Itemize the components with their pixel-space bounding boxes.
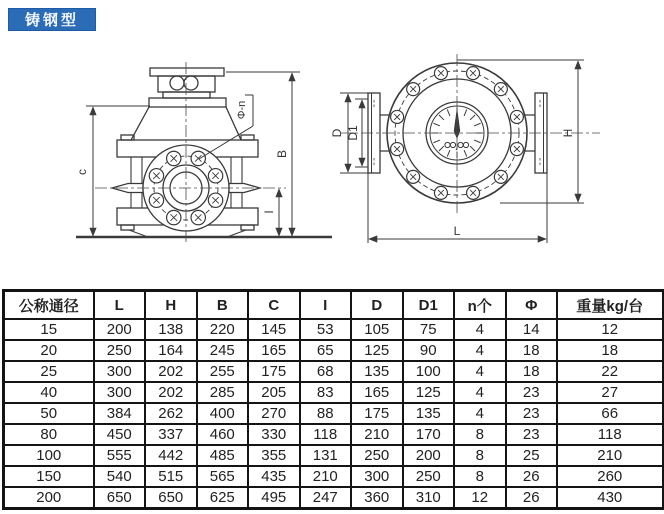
table-cell: 8 (454, 445, 506, 466)
table-cell: 210 (300, 466, 352, 487)
table-cell: 12 (557, 319, 663, 340)
type-badge-label: 铸钢型 (24, 12, 79, 29)
table-cell: 4 (454, 319, 506, 340)
dim-label-b: B (275, 149, 289, 159)
table-cell: 90 (403, 340, 455, 361)
table-cell: 8 (454, 424, 506, 445)
table-row (4, 403, 664, 424)
table-cell: 435 (248, 466, 300, 487)
table-cell: 285 (197, 382, 249, 403)
table-row (4, 340, 664, 361)
dim-label-c: c (75, 169, 89, 175)
column-header: C (248, 291, 300, 320)
table-cell: 247 (300, 487, 352, 509)
table-cell: 131 (300, 445, 352, 466)
table-cell: 460 (197, 424, 249, 445)
table-cell: 26 (506, 466, 558, 487)
column-header: D1 (403, 291, 455, 320)
front-view (76, 68, 332, 237)
table-cell: 255 (197, 361, 249, 382)
dim-label-d1: D1 (346, 125, 360, 141)
table-row (4, 487, 664, 509)
table-cell: 4 (454, 403, 506, 424)
table-cell: 360 (351, 487, 403, 509)
table-cell: 20 (4, 340, 94, 361)
table-row (4, 361, 664, 382)
table-cell: 125 (403, 382, 455, 403)
table-cell: 145 (248, 319, 300, 340)
table-cell: 540 (94, 466, 146, 487)
dim-label-i: I (262, 210, 276, 214)
table-cell: 100 (4, 445, 94, 466)
table-cell: 40 (4, 382, 94, 403)
column-header: D (351, 291, 403, 320)
table-cell: 138 (145, 319, 197, 340)
table-cell: 262 (145, 403, 197, 424)
table-cell: 650 (145, 487, 197, 509)
table-cell: 400 (197, 403, 249, 424)
table-cell: 14 (506, 319, 558, 340)
table-cell: 105 (351, 319, 403, 340)
column-header: Φ (506, 291, 558, 320)
table-cell: 384 (94, 403, 146, 424)
technical-drawing (0, 36, 664, 252)
table-row (4, 319, 664, 340)
table-cell: 210 (557, 445, 663, 466)
column-header: 公称通径 (4, 291, 94, 320)
dim-label-h: H (561, 128, 575, 138)
column-header: I (300, 291, 352, 320)
table-cell: 200 (403, 445, 455, 466)
table-cell: 53 (300, 319, 352, 340)
table-cell: 26 (506, 487, 558, 509)
table-cell: 300 (94, 382, 146, 403)
table-cell: 27 (557, 382, 663, 403)
table-cell: 100 (403, 361, 455, 382)
table-cell: 485 (197, 445, 249, 466)
table-cell: 23 (506, 424, 558, 445)
dim-label-d: D (330, 128, 344, 138)
front-top-cap (150, 68, 224, 76)
table-cell: 170 (403, 424, 455, 445)
table-cell: 250 (94, 340, 146, 361)
table-cell: 205 (248, 382, 300, 403)
table-cell: 310 (403, 487, 455, 509)
table-cell: 495 (248, 487, 300, 509)
table-cell: 12 (454, 487, 506, 509)
table-cell: 4 (454, 382, 506, 403)
table-cell: 555 (94, 445, 146, 466)
table-cell: 18 (557, 340, 663, 361)
table-cell: 4 (454, 361, 506, 382)
table-cell: 83 (300, 382, 352, 403)
table-cell: 202 (145, 361, 197, 382)
table-cell: 430 (557, 487, 663, 509)
table-cell: 65 (300, 340, 352, 361)
table-cell: 337 (145, 424, 197, 445)
column-header: 重量kg/台 (557, 291, 663, 320)
table-cell: 15 (4, 319, 94, 340)
table-cell: 165 (248, 340, 300, 361)
drawing-svg (0, 36, 664, 252)
table-cell: 66 (557, 403, 663, 424)
table-cell: 210 (351, 424, 403, 445)
table-cell: 23 (506, 382, 558, 403)
table-cell: 80 (4, 424, 94, 445)
table-cell: 245 (197, 340, 249, 361)
table-cell: 135 (351, 361, 403, 382)
table-cell: 300 (351, 466, 403, 487)
spec-table-body (4, 319, 664, 509)
table-cell: 200 (4, 487, 94, 509)
spec-table (2, 289, 664, 510)
table-cell: 165 (351, 382, 403, 403)
spec-table-header-row (4, 291, 664, 320)
table-cell: 164 (145, 340, 197, 361)
table-cell: 18 (506, 340, 558, 361)
table-cell: 175 (351, 403, 403, 424)
table-cell: 442 (145, 445, 197, 466)
table-row (4, 382, 664, 403)
table-cell: 250 (403, 466, 455, 487)
table-cell: 220 (197, 319, 249, 340)
table-cell: 50 (4, 403, 94, 424)
column-header: B (197, 291, 249, 320)
table-cell: 25 (506, 445, 558, 466)
column-header: L (94, 291, 146, 320)
table-row (4, 424, 664, 445)
table-cell: 150 (4, 466, 94, 487)
counter-window-icon (170, 76, 184, 90)
table-cell: 8 (454, 466, 506, 487)
table-cell: 625 (197, 487, 249, 509)
table-cell: 125 (351, 340, 403, 361)
table-cell: 4 (454, 340, 506, 361)
table-cell: 250 (351, 445, 403, 466)
table-row (4, 445, 664, 466)
table-cell: 515 (145, 466, 197, 487)
table-cell: 650 (94, 487, 146, 509)
dim-label-l: L (453, 224, 461, 238)
table-cell: 450 (94, 424, 146, 445)
table-cell: 18 (506, 361, 558, 382)
table-cell: 68 (300, 361, 352, 382)
table-cell: 300 (94, 361, 146, 382)
table-row (4, 466, 664, 487)
table-cell: 330 (248, 424, 300, 445)
table-cell: 135 (403, 403, 455, 424)
table-cell: 25 (4, 361, 94, 382)
table-cell: 355 (248, 445, 300, 466)
table-cell: 118 (557, 424, 663, 445)
table-cell: 200 (94, 319, 146, 340)
type-badge (8, 8, 96, 31)
table-cell: 565 (197, 466, 249, 487)
table-cell: 260 (557, 466, 663, 487)
dim-label-bolt-note: Φ-n (236, 100, 248, 120)
column-header: n个 (454, 291, 506, 320)
table-cell: 118 (300, 424, 352, 445)
table-cell: 22 (557, 361, 663, 382)
column-header: H (145, 291, 197, 320)
table-cell: 202 (145, 382, 197, 403)
table-cell: 75 (403, 319, 455, 340)
table-cell: 175 (248, 361, 300, 382)
side-view (368, 63, 547, 203)
table-cell: 23 (506, 403, 558, 424)
table-cell: 88 (300, 403, 352, 424)
table-cell: 270 (248, 403, 300, 424)
